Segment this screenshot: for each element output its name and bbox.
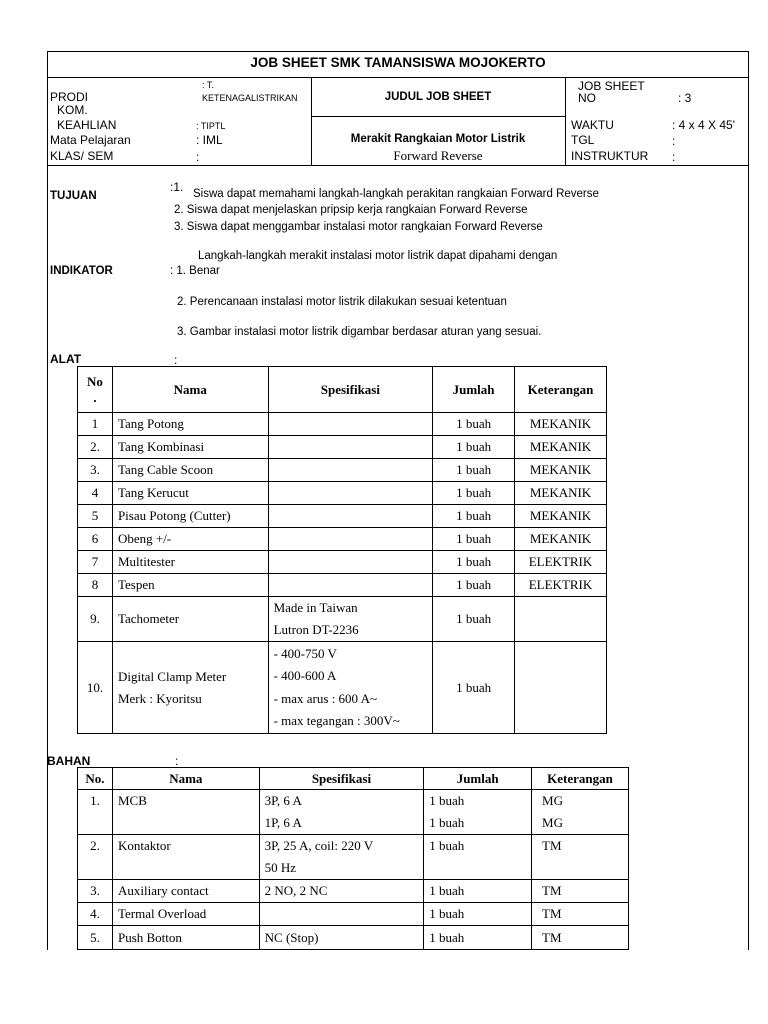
table-row: 6 Obeng +/- 1 buah MEKANIK: [78, 528, 607, 551]
judul-divider: [311, 116, 565, 117]
kom-label: KOM.: [57, 103, 88, 117]
jobsheet-value: : 3: [678, 91, 692, 105]
header-title-divider: [47, 77, 749, 78]
header-col-divider-2: [565, 77, 566, 165]
judul-value-line2: Forward Reverse: [393, 148, 483, 163]
tujuan-item-1: Siswa dapat memahami langkah-langkah perakitan rangkaian Forward Reverse: [193, 188, 599, 200]
table-row: 4 Tang Kerucut 1 buah MEKANIK: [78, 482, 607, 505]
bahan-label: BAHAN: [47, 754, 91, 768]
page-title: JOB SHEET SMK TAMANSISWA MOJOKERTO: [250, 55, 546, 70]
bahan-header-keterangan: Keterangan: [532, 768, 629, 790]
table-row: 3. Tang Cable Scoon 1 buah MEKANIK: [78, 459, 607, 482]
indikator-intro: Langkah-langkah merakit instalasi motor listrik dapat dipahami dengan: [198, 250, 558, 262]
tujuan-prefix: :1.: [170, 180, 184, 194]
header-top-border: [47, 51, 749, 52]
klas-label: KLAS/ SEM: [50, 149, 114, 163]
mapel-label: Mata Pelajaran: [50, 133, 131, 147]
waktu-value: : 4 x 4 X 45': [672, 118, 735, 132]
prodi-value-line1: : T.: [202, 80, 214, 90]
left-border: [47, 51, 48, 950]
table-row: 9. Tachometer Made in Taiwan Lutron DT-2236 1 buah: [78, 597, 607, 642]
instruktur-value: :: [672, 150, 676, 164]
bahan-table-header: [78, 768, 629, 790]
mapel-value: : IML: [196, 133, 223, 147]
bahan-table: [77, 767, 629, 950]
table-row: 10. Digital Clamp Meter Merk : Kyoritsu - 400-750 V - 400-600 A - max arus : 600 A~ - max tegangan : 300V~ 1 buah: [78, 642, 607, 734]
bahan-header-spesifikasi: Spesifikasi: [259, 768, 424, 790]
tujuan-label: TUJUAN: [50, 190, 97, 202]
table-row: 1. MCB 3P, 6 A 1P, 6 A 1 buah 1 buah MG MG: [78, 790, 629, 835]
klas-value: :: [196, 150, 200, 164]
alat-header-keterangan: Keterangan: [515, 367, 607, 413]
bahan-colon: :: [175, 754, 179, 768]
judul-value-line1: Merakit Rangkaian Motor Listrik: [350, 133, 526, 145]
table-row: 5 Pisau Potong (Cutter) 1 buah MEKANIK: [78, 505, 607, 528]
tujuan-item-3: 3. Siswa dapat menggambar instalasi motor rangkaian Forward Reverse: [174, 221, 543, 233]
indikator-item-3: 3. Gambar instalasi motor listrik digambar berdasar aturan yang sesuai.: [177, 326, 542, 338]
waktu-label: WAKTU: [571, 118, 614, 132]
bahan-header-jumlah: Jumlah: [424, 768, 532, 790]
bahan-header-no: No.: [78, 768, 113, 790]
prodi-label: PRODI: [50, 90, 89, 104]
alat-table: [77, 366, 607, 734]
right-border: [748, 51, 749, 950]
tgl-label: TGL: [571, 133, 595, 147]
instruktur-label: INSTRUKTUR: [571, 149, 649, 163]
bahan-header-nama: Nama: [112, 768, 259, 790]
indikator-label: INDIKATOR: [50, 265, 113, 277]
alat-colon: :: [174, 353, 178, 367]
alat-header-spesifikasi: Spesifikasi: [268, 367, 433, 413]
alat-header-nama: Nama: [112, 367, 268, 413]
judul-label: JUDUL JOB SHEET: [384, 91, 492, 103]
keahlian-value: : TIPTL: [196, 121, 226, 131]
table-row: 7 Multitester 1 buah ELEKTRIK: [78, 551, 607, 574]
tgl-value: :: [672, 134, 676, 148]
table-row: 2. Kontaktor 3P, 25 A, coil: 220 V 50 Hz 1 buah TM: [78, 835, 629, 880]
alat-table-header: [78, 367, 607, 413]
jobsheet-label-line1: JOB SHEET: [578, 79, 645, 93]
table-row: 2. Tang Kombinasi 1 buah MEKANIK: [78, 436, 607, 459]
prodi-value-line2: KETENAGALISTRIKAN: [202, 93, 298, 103]
table-row: 1 Tang Potong 1 buah MEKANIK: [78, 413, 607, 436]
alat-header-no: No .: [78, 367, 113, 413]
table-row: 5. Push Botton NC (Stop) 1 buah TM: [78, 926, 629, 950]
indikator-item-2: 2. Perencanaan instalasi motor listrik dilakukan sesuai ketentuan: [177, 296, 507, 308]
header-bottom-border: [47, 165, 749, 166]
table-row: 4. Termal Overload 1 buah TM: [78, 903, 629, 926]
tujuan-item-2: 2. Siswa dapat menjelaskan pripsip kerja rangkaian Forward Reverse: [174, 204, 528, 216]
alat-label: ALAT: [50, 352, 82, 366]
keahlian-label: KEAHLIAN: [57, 118, 117, 132]
alat-header-jumlah: Jumlah: [433, 367, 515, 413]
indikator-item-1: : 1. Benar: [170, 265, 220, 277]
table-row: 8 Tespen 1 buah ELEKTRIK: [78, 574, 607, 597]
table-row: 3. Auxiliary contact 2 NO, 2 NC 1 buah TM: [78, 880, 629, 903]
jobsheet-label-line2: NO: [578, 91, 596, 105]
